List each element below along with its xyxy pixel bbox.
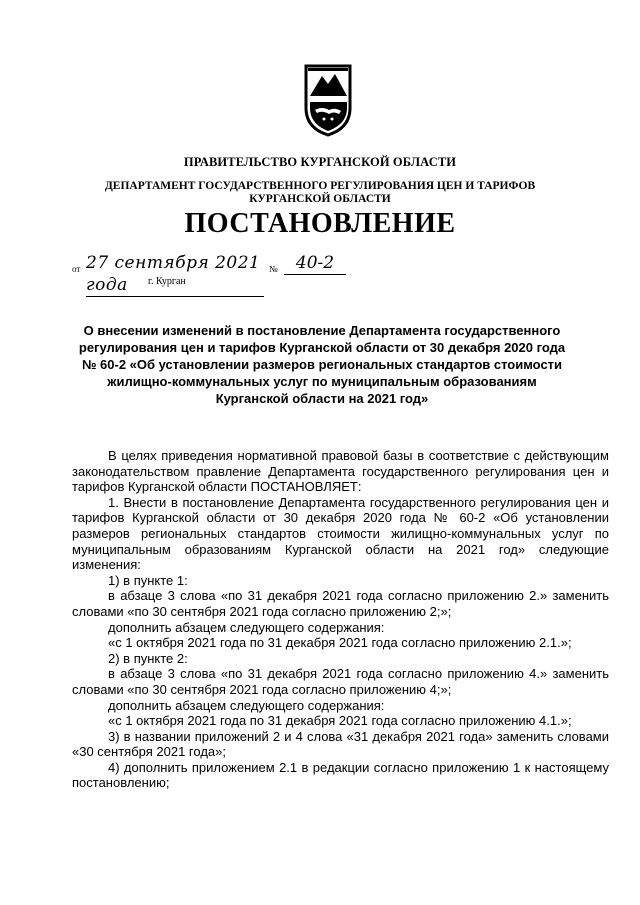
coat-of-arms-icon [298, 62, 358, 138]
paragraph-preamble: В целях приведения нормативной правовой базы в соответствие с действующим законодательством правление Департамента государственного регулирования цен и тарифов Курганской области ПОСТАНОВЛЯЕТ: [72, 448, 609, 495]
department-line-2: КУРГАНСКОЙ ОБЛАСТИ [249, 193, 391, 205]
paragraph-subitem-1: 1) в пункте 1: [108, 572, 188, 588]
document-type-title: ПОСТАНОВЛЕНИЕ [184, 208, 456, 239]
paragraph-subitem-2-change: в абзаце 3 слова «по 31 декабря 2021 года согласно приложению 4.» заменить словами «по 30 сентября 2021 года согласно приложению 4;»; [72, 666, 609, 697]
paragraph-subitem-1-text: «с 1 октября 2021 года по 31 декабря 2021 года согласно приложению 2.1.»; [108, 635, 572, 651]
paragraph-subitem-2-text: «с 1 октября 2021 года по 31 декабря 2021 года согласно приложению 4.1.»; [108, 713, 572, 729]
city-label: г. Курган [148, 276, 186, 287]
handwritten-date: 27 сентября 2021 года [86, 252, 264, 297]
document-body [72, 448, 609, 791]
paragraph-subitem-2-add: дополнить абзацем следующего содержания: [108, 697, 385, 713]
government-name: ПРАВИТЕЛЬСТВО КУРГАНСКОЙ ОБЛАСТИ [183, 155, 457, 169]
document-dateline [72, 252, 372, 295]
paragraph-subitem-2: 2) в пункте 2: [108, 650, 188, 666]
paragraph-subitem-3: 3) в названии приложений 2 и 4 слова «31 декабря 2021 года» заменить словами «30 сентября 2021 года»; [72, 728, 609, 760]
paragraph-subitem-1-add: дополнить абзацем следующего содержания: [108, 619, 385, 635]
handwritten-number: 40-2 [284, 252, 346, 275]
document-subject: О внесении изменений в постановление Департамента государственного регулирования цен и тарифов Курганской области от 30 декабря 2020 года № 60-2 «Об установлении размеров региональных стандартов стоимости жилищно-коммунальных услуг по муниципальным образованиям Курганской области на 2021 год» [78, 323, 566, 406]
paragraph-subitem-4: 4) дополнить приложением 2.1 в редакции согласно приложению 1 к настоящему постановлению; [72, 759, 609, 791]
department-line-1: ДЕПАРТАМЕНТ ГОСУДАРСТВЕННОГО РЕГУЛИРОВАНИЯ ЦЕН И ТАРИФОВ [104, 180, 536, 192]
paragraph-item-1: 1. Внести в постановление Департамента государственного регулирования цен и тарифов Курганской области от 30 декабря 2020 года № 60-2 «Об установлении размеров региональных стандартов стоимости жилищно-коммунальных услуг по муниципальным образованиям Курганской области на 2021 год» следующие изменения: [72, 494, 609, 573]
paragraph-subitem-1-change: в абзаце 3 слова «по 31 декабря 2021 года согласно приложению 2.» заменить словами «по 30 сентября 2021 года согласно приложению 2;»; [72, 588, 609, 619]
number-label: № [269, 264, 278, 274]
date-label: от [72, 264, 81, 274]
department-name [90, 180, 550, 206]
